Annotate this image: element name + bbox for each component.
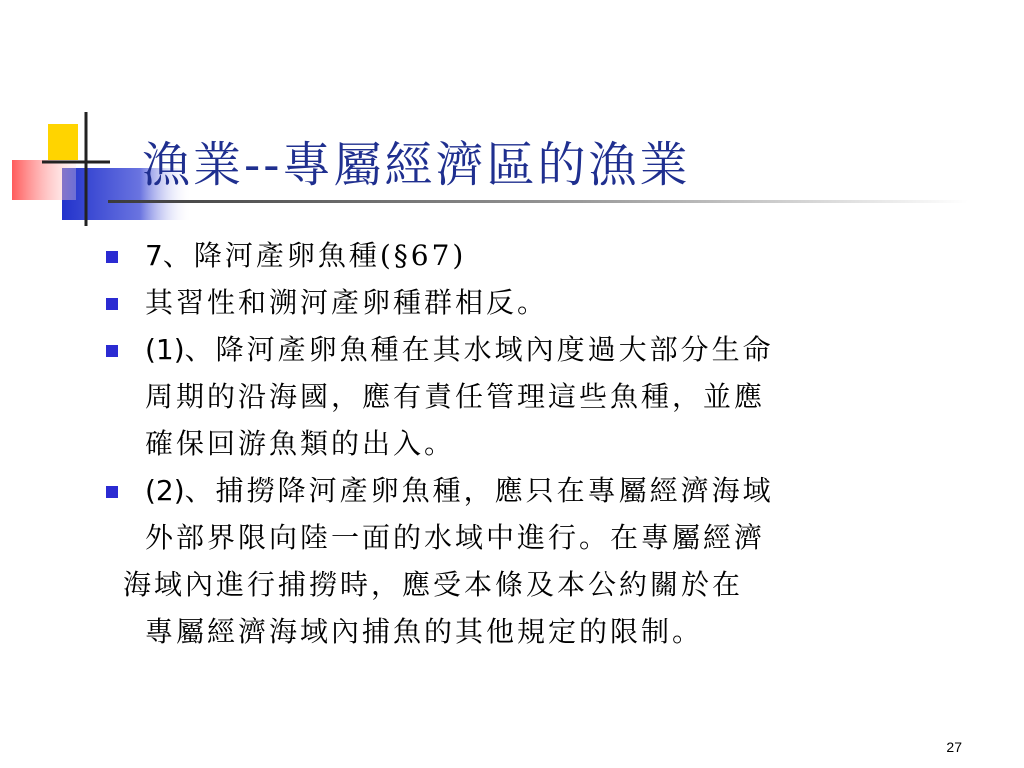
slide-body	[100, 232, 980, 655]
list-item	[100, 467, 980, 561]
item-text-line: 外部界限向陸一面的水域中進行。在專屬經濟	[145, 521, 766, 554]
slide-title: 漁業--專屬經濟區的漁業	[142, 137, 691, 193]
red-gradient-square	[12, 160, 76, 200]
item-number: (1)	[145, 333, 185, 366]
list-item	[100, 326, 980, 467]
item-number: (2)	[145, 474, 185, 507]
item-text-line: 確保回游魚類的出入。	[145, 427, 456, 460]
item-text-line: 周期的沿海國，應有責任管理這些魚種，並應	[145, 380, 766, 413]
item-number: 7	[145, 239, 163, 272]
continuation-line: 海域內進行捕撈時，應受本條及本公約關於在	[123, 568, 744, 601]
item-text: 、降河產卵魚種(§67)	[162, 239, 467, 272]
title-underline	[108, 200, 968, 203]
page-number: 27	[946, 739, 962, 755]
list-item	[100, 232, 980, 279]
continuation-line: 專屬經濟海域內捕魚的其他規定的限制。	[145, 615, 704, 648]
bullet-icon	[106, 298, 118, 310]
bullet-icon	[106, 251, 118, 263]
decorative-squares	[0, 0, 200, 240]
list-item	[100, 279, 980, 326]
yellow-square	[48, 124, 78, 160]
item-text: 其習性和溯河產卵種群相反。	[145, 286, 549, 319]
item-text-line: 、降河產卵魚種在其水域內度過大部分生命	[184, 333, 774, 366]
item-text-line: 、捕撈降河產卵魚種，應只在專屬經濟海域	[184, 474, 774, 507]
bullet-icon	[106, 486, 118, 498]
bullet-icon	[106, 345, 118, 357]
